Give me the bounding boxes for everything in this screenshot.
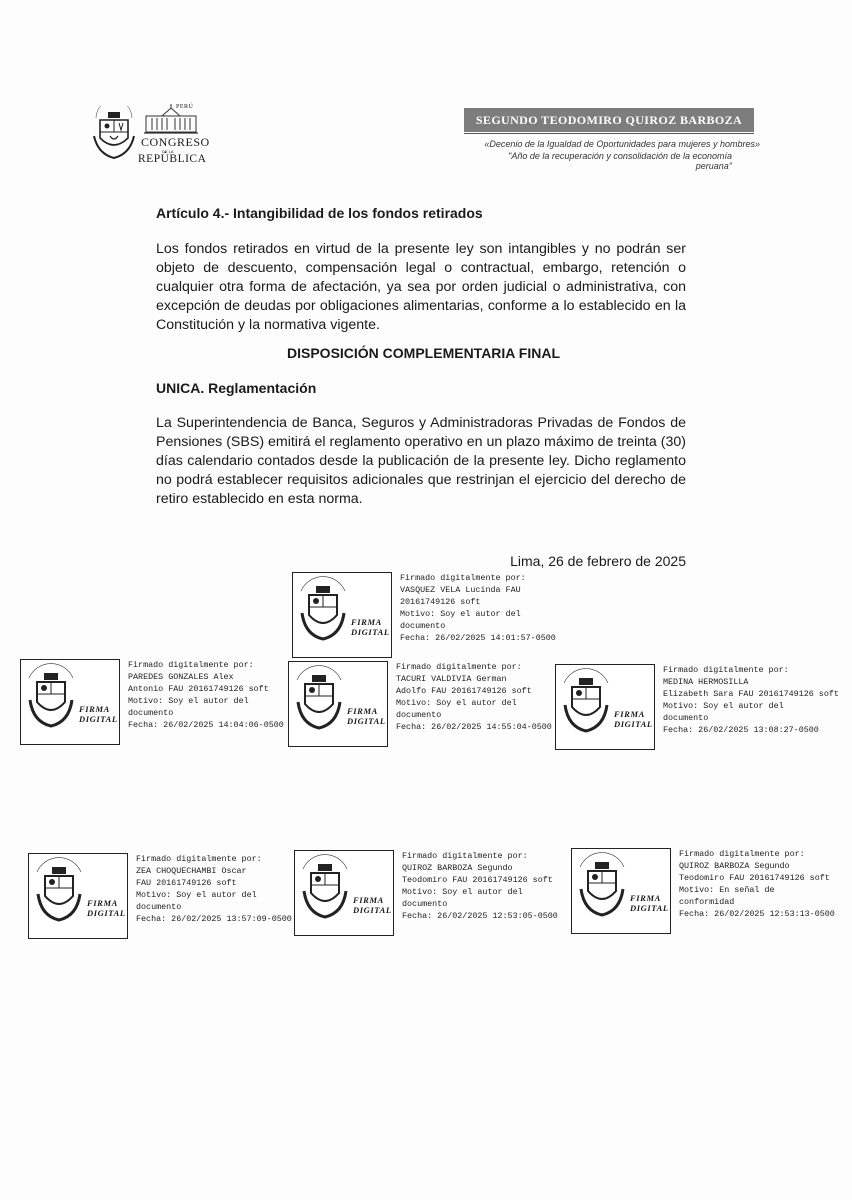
logo-republica-text: REPÚBLICA xyxy=(138,153,207,165)
peru-shield-icon xyxy=(289,662,349,746)
peru-coat-of-arms-icon xyxy=(92,106,136,162)
article-title: Artículo 4.- Intangibilidad de los fondos retirados xyxy=(156,205,483,221)
digital-signature-stamp xyxy=(288,661,388,747)
peru-shield-icon xyxy=(293,573,353,657)
peru-shield-icon xyxy=(29,854,89,938)
signature-block xyxy=(288,661,558,746)
signature-block xyxy=(20,659,290,744)
firma-digital-label: FIRMA DIGITAL xyxy=(351,617,390,637)
digital-signature-stamp xyxy=(28,853,128,939)
signature-block xyxy=(571,848,841,933)
signature-details: Firmado digitalmente por: QUIROZ BARBOZA Segundo Teodomiro FAU 20161749126 soft Motivo: Soy el autor del documento Fecha: 26/02/2025 12:53:05-0500 xyxy=(402,851,558,921)
logo-dela-text: DE LA xyxy=(162,149,174,154)
signature-details: Firmado digitalmente por: VASQUEZ VELA Lucinda FAU 20161749126 soft Motivo: Soy el autor del documento Fecha: 26/02/2025 14:01:57-0500 xyxy=(400,573,556,643)
digital-signature-stamp xyxy=(294,850,394,936)
digital-signature-stamp xyxy=(20,659,120,745)
signature-details: Firmado digitalmente por: ZEA CHOQUECHAMBI Oscar FAU 20161749126 soft Motivo: Soy el autor del documento Fecha: 26/02/2025 13:57:09-0500 xyxy=(136,854,292,924)
signature-details: Firmado digitalmente por: MEDINA HERMOSILLA Elizabeth Sara FAU 20161749126 soft Motivo: Soy el autor del documento Fecha: 26/02/2025 13:08:27-0500 xyxy=(663,665,839,735)
final-provision-body: La Superintendencia de Banca, Seguros y Administradoras Privadas de Fondos de Pensiones (SBS) emitirá el reglamento operativo en un plazo máximo de treinta (30) días calendario contados desde la publicación de la presente ley. Dicho reglamento no podrá establecer requisitos adicionales que restrinjan el ejercicio del derecho de retiro establecido en esta norma. xyxy=(156,415,686,507)
signature-block xyxy=(292,572,562,657)
signature-block xyxy=(294,850,564,935)
banner-divider xyxy=(464,133,754,134)
digital-signature-stamp xyxy=(292,572,392,658)
peru-shield-icon xyxy=(21,660,81,744)
firma-digital-label: FIRMA DIGITAL xyxy=(630,893,669,913)
congressman-name-banner: SEGUNDO TEODOMIRO QUIROZ BARBOZA xyxy=(464,108,754,132)
firma-digital-label: FIRMA DIGITAL xyxy=(79,704,118,724)
article-body: Los fondos retirados en virtud de la presente ley son intangibles y no podrán ser objeto de descuento, compensación legal o contractual, embargo, retención o cualquier otra forma de afectación, ya sea por orden judicial o administrativa, con excepción de deudas por obligaciones alimentarias, conforme a lo establecido en la Constitución y la normativa vigente. xyxy=(156,241,686,333)
final-provision-subtitle: UNICA. Reglamentación xyxy=(156,380,317,396)
firma-digital-label: FIRMA DIGITAL xyxy=(347,706,386,726)
digital-signature-stamp xyxy=(571,848,671,934)
signature-details: Firmado digitalmente por: QUIROZ BARBOZA Segundo Teodomiro FAU 20161749126 soft Motivo: En señal de conformidad Fecha: 26/02/2025 12:53:13-0500 xyxy=(679,849,835,919)
firma-digital-label: FIRMA DIGITAL xyxy=(614,709,653,729)
logo-congreso-text: CONGRESO xyxy=(141,135,210,149)
year-motto: "Año de la recuperación y consolidación de la economía peruana" xyxy=(508,151,732,171)
digital-signature-stamp xyxy=(555,664,655,750)
peru-shield-icon xyxy=(572,849,632,933)
signature-details: Firmado digitalmente por: TACURI VALDIVIA German Adolfo FAU 20161749126 soft Motivo: Soy el autor del documento Fecha: 26/02/2025 14:55:04-0500 xyxy=(396,662,552,732)
peru-shield-icon xyxy=(556,665,616,749)
firma-digital-label: FIRMA DIGITAL xyxy=(87,898,126,918)
peru-shield-icon xyxy=(295,851,355,935)
signature-block xyxy=(555,664,839,749)
date-line: Lima, 26 de febrero de 2025 xyxy=(510,553,686,569)
decade-motto: «Decenio de la Igualdad de Oportunidades para mujeres y hombres» xyxy=(484,139,760,149)
logo-peru-text: PERÚ xyxy=(176,104,194,110)
final-provision-title: DISPOSICIÓN COMPLEMENTARIA FINAL xyxy=(287,345,560,361)
signature-block xyxy=(28,853,298,938)
firma-digital-label: FIRMA DIGITAL xyxy=(353,895,392,915)
congress-logo xyxy=(92,104,210,166)
signature-details: Firmado digitalmente por: PAREDES GONZALES Alex Antonio FAU 20161749126 soft Motivo: Soy el autor del documento Fecha: 26/02/2025 14:04:06-0500 xyxy=(128,660,284,730)
